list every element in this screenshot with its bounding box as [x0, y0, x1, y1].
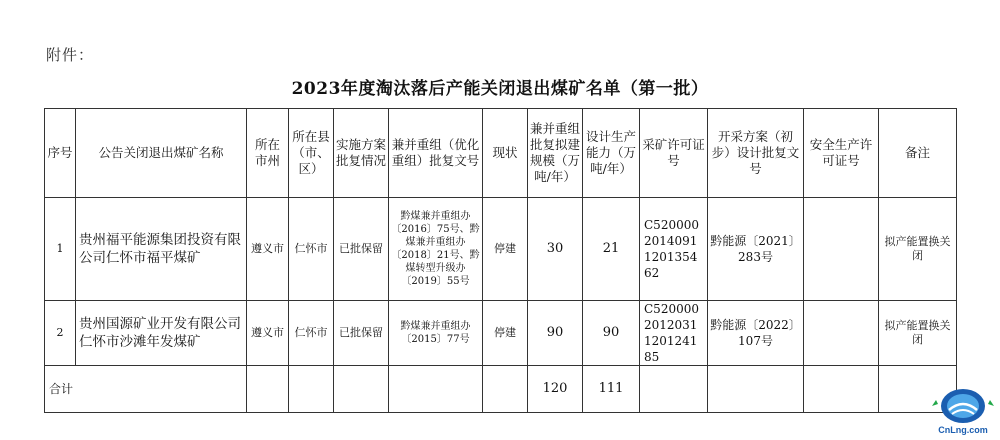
- header-merger-scale: 兼并重组批复拟建规模（万吨/年）: [528, 109, 583, 198]
- cell-merger-doc: 黔煤兼并重组办〔2016〕75号、黔煤兼并重组办〔2018〕21号、黔煤转型升级办〔2019〕55号: [389, 198, 483, 301]
- cell-mine-name: 贵州国源矿业开发有限公司仁怀市沙滩年发煤矿: [76, 301, 247, 366]
- cell-merger-scale: 90: [528, 301, 583, 366]
- cell-empty: [483, 366, 528, 413]
- cell-merger-doc: 黔煤兼并重组办〔2015〕77号: [389, 301, 483, 366]
- cell-seq: 1: [45, 198, 76, 301]
- cell-capacity: 21: [583, 198, 640, 301]
- cell-county: 仁怀市: [289, 301, 334, 366]
- cell-city: 遵义市: [247, 301, 289, 366]
- header-city: 所在市州: [247, 109, 289, 198]
- table-header-row: [45, 109, 957, 198]
- attachment-label: 附件：: [46, 46, 95, 64]
- cell-status: 停建: [483, 198, 528, 301]
- cell-mining-license: C5200002012031120124185: [640, 301, 708, 366]
- cell-empty: [247, 366, 289, 413]
- cell-merger-scale: 30: [528, 198, 583, 301]
- logo-text: CnLng.com: [938, 425, 988, 435]
- cell-county: 仁怀市: [289, 198, 334, 301]
- cell-remarks: 拟产能置换关闭: [879, 301, 957, 366]
- header-approval-status: 实施方案批复情况: [334, 109, 389, 198]
- cell-status: 停建: [483, 301, 528, 366]
- cell-plan-doc: 黔能源〔2022〕107号: [708, 301, 804, 366]
- header-county: 所在县（市、区）: [289, 109, 334, 198]
- cell-empty: [389, 366, 483, 413]
- cell-empty: [334, 366, 389, 413]
- cell-empty: [804, 366, 879, 413]
- cell-mine-name: 贵州福平能源集团投资有限公司仁怀市福平煤矿: [76, 198, 247, 301]
- total-row: [45, 366, 957, 413]
- cell-city: 遵义市: [247, 198, 289, 301]
- mine-list-table: [44, 108, 957, 413]
- cell-mining-license: C5200002014091120135462: [640, 198, 708, 301]
- header-status: 现状: [483, 109, 528, 198]
- cell-empty: [289, 366, 334, 413]
- cell-remarks: 拟产能置换关闭: [879, 198, 957, 301]
- header-remarks: 备注: [879, 109, 957, 198]
- cell-capacity: 90: [583, 301, 640, 366]
- cell-seq: 2: [45, 301, 76, 366]
- cnlng-logo: [930, 386, 996, 436]
- cell-safety-license: [804, 198, 879, 301]
- header-capacity: 设计生产能力（万吨/年）: [583, 109, 640, 198]
- table-row: [45, 198, 957, 301]
- header-safety-license: 安全生产许可证号: [804, 109, 879, 198]
- header-merger-doc: 兼并重组（优化重组）批复文号: [389, 109, 483, 198]
- header-plan-doc: 开采方案（初步）设计批复文号: [708, 109, 804, 198]
- cell-approval-status: 已批保留: [334, 198, 389, 301]
- header-seq: 序号: [45, 109, 76, 198]
- cell-approval-status: 已批保留: [334, 301, 389, 366]
- cell-empty: [708, 366, 804, 413]
- table-row: [45, 301, 957, 366]
- cell-empty: [640, 366, 708, 413]
- header-mine-name: 公告关闭退出煤矿名称: [76, 109, 247, 198]
- total-label: 合计: [45, 366, 247, 413]
- page-title: 2023年度淘汰落后产能关闭退出煤矿名单（第一批）: [291, 79, 709, 99]
- total-merger-scale: 120: [528, 366, 583, 413]
- total-capacity: 111: [583, 366, 640, 413]
- cell-safety-license: [804, 301, 879, 366]
- header-mining-license: 采矿许可证号: [640, 109, 708, 198]
- cell-plan-doc: 黔能源〔2021〕283号: [708, 198, 804, 301]
